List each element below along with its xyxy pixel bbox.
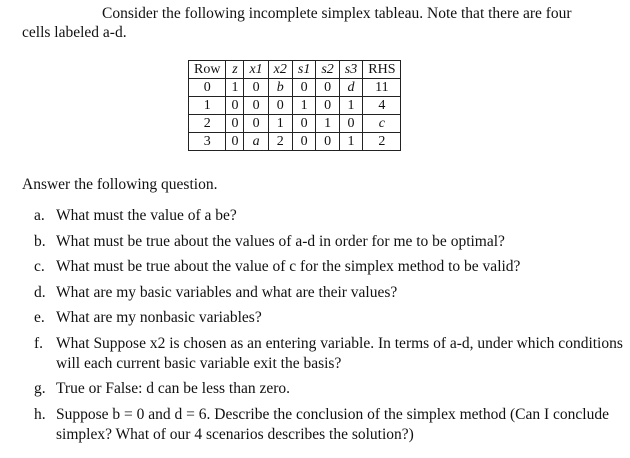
header-x2: x2	[268, 61, 292, 79]
question-text: What Suppose x2 is chosen as an entering variable. In terms of a-d, under which conditions will each current basic variable exit the basis?	[56, 334, 623, 372]
question-text: What must be true about the values of a-d in order for me to be optimal?	[56, 232, 505, 250]
header-s1: s1	[292, 61, 315, 79]
cell: 0	[268, 97, 292, 115]
simplex-tableau	[188, 60, 401, 151]
question-item	[34, 283, 624, 303]
cell: 1	[339, 97, 362, 115]
intro-line-2: cells labeled a-d.	[22, 24, 127, 41]
question-item	[34, 257, 624, 277]
question-item	[34, 232, 624, 252]
question-text: What must be true about the value of c for the simplex method to be valid?	[56, 258, 521, 275]
question-marker: d.	[34, 283, 46, 301]
cell: 1	[292, 97, 315, 115]
cell: 0	[189, 79, 226, 97]
cell: 0	[292, 79, 315, 97]
tableau-row	[189, 97, 401, 115]
question-text: True or False: d can be less than zero.	[56, 380, 291, 397]
tableau-row	[189, 115, 401, 133]
question-marker: e.	[34, 309, 45, 326]
cell: 0	[226, 115, 244, 133]
cell: 1	[316, 115, 339, 133]
question-item	[34, 308, 624, 328]
question-item	[34, 379, 624, 399]
cell: 0	[316, 79, 339, 97]
tableau-row	[189, 133, 401, 151]
header-row: Row	[189, 61, 226, 79]
question-marker: f.	[34, 334, 44, 352]
question-marker: b.	[34, 232, 46, 250]
question-text: Suppose b = 0 and d = 6. Describe the conclusion of the simplex method (Can I conclude simplex? What of our 4 scenarios describes the solution?)	[56, 405, 609, 443]
cell: 0	[226, 133, 244, 151]
question-text: What are my basic variables and what are their values?	[56, 283, 398, 301]
question-item	[34, 206, 624, 226]
cell: 4	[363, 97, 401, 115]
header-rhs: RHS	[363, 61, 401, 79]
cell: 0	[292, 133, 315, 151]
question-marker: c.	[34, 258, 45, 275]
header-z: z	[226, 61, 244, 79]
cell-c: c	[363, 115, 401, 133]
cell: 0	[244, 97, 268, 115]
cell: 0	[339, 115, 362, 133]
cell-d: d	[339, 79, 362, 97]
cell: 11	[363, 79, 401, 97]
question-marker: a.	[34, 207, 45, 224]
intro-paragraph	[22, 4, 622, 42]
cell-b: b	[268, 79, 292, 97]
question-marker: h.	[34, 405, 46, 423]
question-text: What must the value of a be?	[56, 207, 237, 224]
cell: 0	[226, 97, 244, 115]
question-item	[34, 334, 624, 374]
cell: 1	[268, 115, 292, 133]
header-x1: x1	[244, 61, 268, 79]
cell: 0	[292, 115, 315, 133]
cell: 0	[316, 97, 339, 115]
cell: 2	[363, 133, 401, 151]
cell: 1	[226, 79, 244, 97]
cell: 0	[244, 79, 268, 97]
question-text: What are my nonbasic variables?	[56, 309, 262, 326]
header-s3: s3	[339, 61, 362, 79]
cell: 0	[316, 133, 339, 151]
intro-line-1: Consider the following incomplete simplex tableau. Note that there are four	[102, 5, 572, 22]
header-s2: s2	[316, 61, 339, 79]
cell: 1	[189, 97, 226, 115]
tableau-row	[189, 79, 401, 97]
cell: 2	[268, 133, 292, 151]
cell: 3	[189, 133, 226, 151]
question-marker: g.	[34, 380, 46, 397]
cell-a: a	[244, 133, 268, 151]
cell: 0	[244, 115, 268, 133]
question-list	[34, 206, 624, 450]
question-item	[34, 405, 624, 445]
tableau-header-row	[189, 61, 401, 79]
cell: 2	[189, 115, 226, 133]
answer-heading: Answer the following question.	[22, 176, 218, 193]
cell: 1	[339, 133, 362, 151]
